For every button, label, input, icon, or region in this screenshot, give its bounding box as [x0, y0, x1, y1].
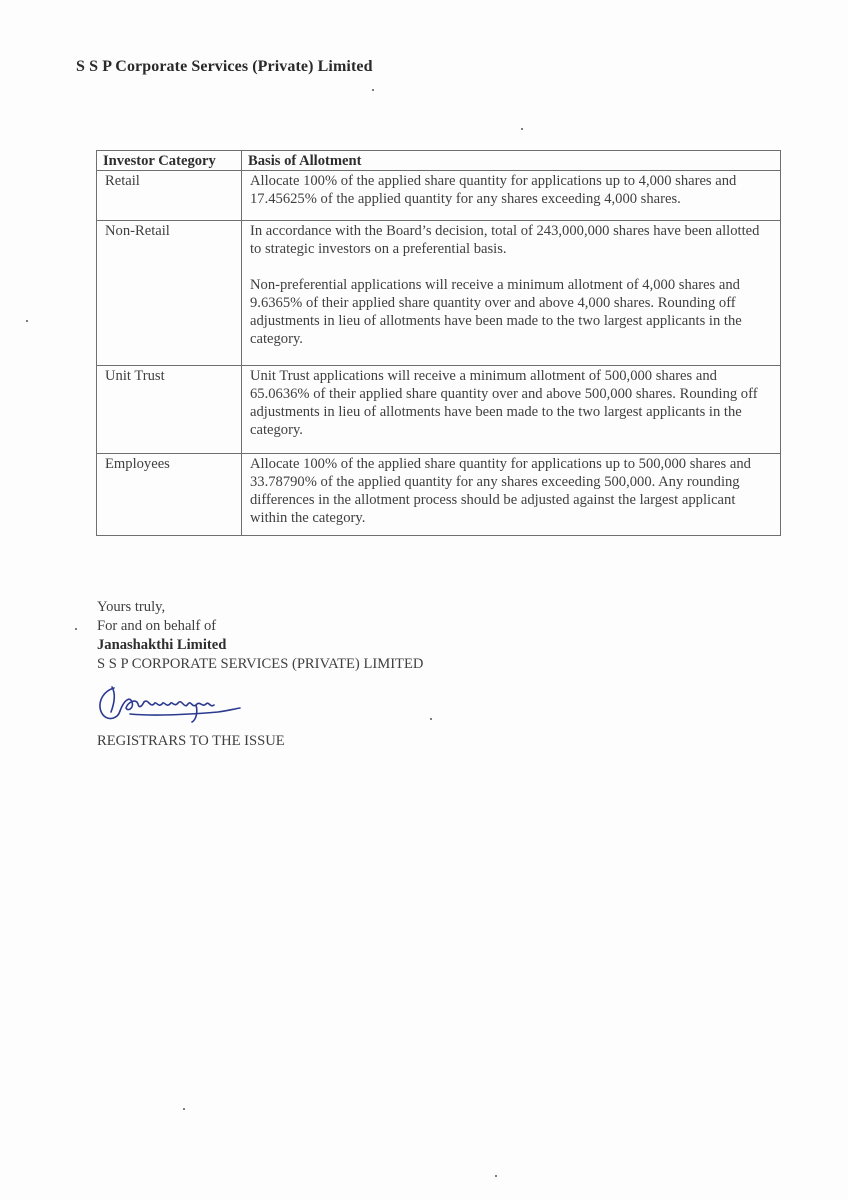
closing-block	[97, 598, 423, 674]
basis-cell	[242, 221, 781, 366]
scan-speck	[75, 628, 77, 630]
registrars-role: REGISTRARS TO THE ISSUE	[97, 733, 285, 749]
column-header-basis-of-allotment: Basis of Allotment	[242, 151, 781, 171]
scan-speck	[430, 718, 432, 720]
basis-paragraph: Non-preferential applications will receive a minimum allotment of 4,000 shares and 9.6365% of their applied share quantity over and above 4,000 shares. Rounding off adjustments in lieu of allotments have been made to the two largest applicants in the category.	[250, 277, 742, 347]
basis-cell	[242, 366, 781, 454]
scan-speck	[183, 1108, 185, 1110]
basis-paragraph: Unit Trust applications will receive a minimum allotment of 500,000 shares and 65.0636% of their applied share quantity over and above 500,000 shares. Rounding off adjustments in lieu of allotments have been made to the two largest applicants in the category.	[250, 368, 758, 438]
category-cell: Retail	[97, 171, 242, 221]
category-cell: Non-Retail	[97, 221, 242, 366]
basis-paragraph: Allocate 100% of the applied share quantity for applications up to 500,000 shares and 33.78790% of the applied quantity for any shares exceeding 500,000. Any rounding differences in the allotment process should be adjusted against the largest applicant within the category.	[250, 456, 751, 526]
allotment-table	[96, 150, 781, 536]
category-cell: Employees	[97, 454, 242, 536]
scan-speck	[372, 89, 374, 91]
client-name: Janashakthi Limited	[97, 637, 227, 653]
salutation: Yours truly,	[97, 599, 166, 615]
basis-paragraph: In accordance with the Board’s decision, total of 243,000,000 shares have been allotted to strategic investors on a preferential basis.	[250, 223, 760, 257]
handwritten-signature-icon	[92, 678, 252, 728]
basis-paragraph: Allocate 100% of the applied share quantity for applications up to 4,000 shares and 17.45625% of the applied quantity for any shares exceeding 4,000 shares.	[250, 173, 737, 207]
scan-speck	[521, 128, 523, 130]
basis-cell	[242, 171, 781, 221]
table-row-employees	[97, 454, 781, 536]
column-header-investor-category: Investor Category	[97, 151, 242, 171]
company-title: S S P Corporate Services (Private) Limited	[76, 58, 373, 75]
basis-cell	[242, 454, 781, 536]
table-header-row	[97, 151, 781, 171]
scan-speck	[495, 1175, 497, 1177]
table-row-non-retail	[97, 221, 781, 366]
table-row-retail	[97, 171, 781, 221]
table-row-unit-trust	[97, 366, 781, 454]
scan-speck	[26, 320, 28, 322]
registrar-company-name: S S P CORPORATE SERVICES (PRIVATE) LIMITED	[97, 656, 424, 672]
category-cell: Unit Trust	[97, 366, 242, 454]
on-behalf-line: For and on behalf of	[97, 618, 217, 634]
